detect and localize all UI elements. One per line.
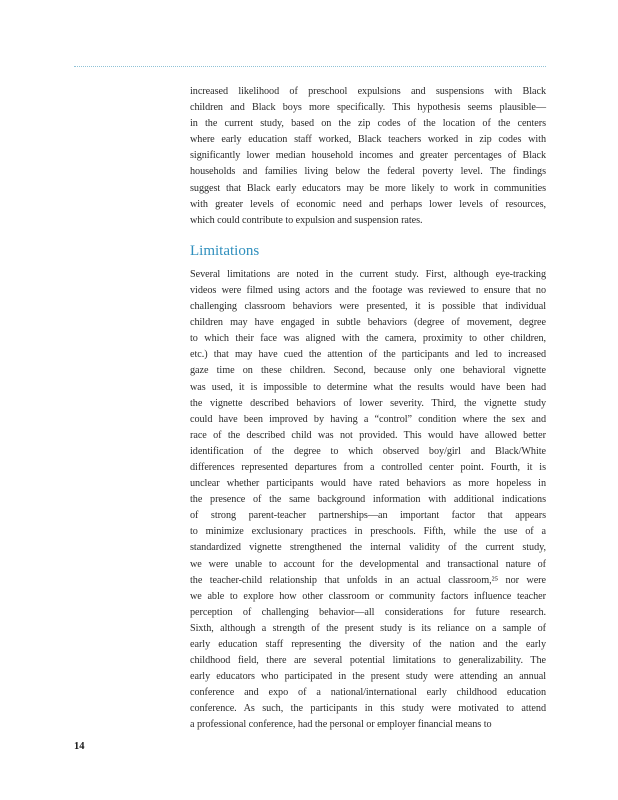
text-line: children and Black boys more specifically. This hypothesis seems plausible— bbox=[190, 102, 546, 114]
paragraph-intro bbox=[190, 84, 546, 229]
text-line: a professional conference, had the personal or employer financial means to bbox=[190, 719, 492, 731]
text-line: perception of challenging behavior—all considerations for future research. bbox=[190, 606, 546, 618]
text-line: conference and expo of a national/international early childhood education bbox=[190, 687, 546, 699]
text-line: of strong parent-teacher partnerships—an important factor that appears bbox=[190, 510, 546, 522]
text-line: unclear whether participants would have rated behaviors as more hopeless in bbox=[190, 478, 546, 490]
text-line: we were unable to account for the developmental and transactional nature of bbox=[190, 558, 546, 570]
text-line: videos were filmed using actors and the footage was reviewed to ensure that no bbox=[190, 284, 546, 296]
text-line: could have been improved by having a “control” condition where the sex and bbox=[190, 413, 546, 425]
text-line: the teacher-child relationship that unfolds in an actual classroom,²⁵ nor were bbox=[190, 574, 546, 586]
text-line: children may have engaged in subtle behaviors (degree of movement, degree bbox=[190, 317, 546, 329]
header-dotted-rule bbox=[74, 66, 546, 67]
text-line: challenging classroom behaviors were presented, it is possible that individual bbox=[190, 301, 546, 313]
text-line: early educators who participated in the present study were attending an annual bbox=[190, 671, 546, 683]
text-line: race of the described child was not provided. This would have allowed better bbox=[190, 429, 546, 441]
text-line: in the current study, based on the zip codes of the location of the centers bbox=[190, 118, 546, 130]
text-line: significantly lower median household incomes and greater percentages of Black bbox=[190, 150, 546, 162]
text-line: early education staff representing the diversity of the nation and the early bbox=[190, 639, 546, 650]
paragraph-limitations bbox=[190, 267, 546, 734]
text-line: was used, it is impossible to determine what the results would have been had bbox=[190, 381, 546, 393]
text-line: the vignette described behaviors of lower severity. Third, the vignette study bbox=[190, 397, 546, 409]
text-line: suggest that Black early educators may be more likely to work in communities bbox=[190, 182, 546, 194]
text-line: the presence of the same background information with additional indications bbox=[190, 494, 546, 506]
text-line: households and families living below the federal poverty level. The findings bbox=[190, 166, 546, 178]
text-line: childhood field, there are several potential limitations to generalizability. The bbox=[190, 655, 546, 667]
page-number: 14 bbox=[74, 741, 85, 752]
text-line: where early education staff worked, Black teachers worked in zip codes with bbox=[190, 134, 546, 146]
text-line: to which their face was aligned with the camera, proximity to other children, bbox=[190, 333, 546, 345]
text-line: Sixth, although a strength of the present study is its reliance on a sample of bbox=[190, 622, 546, 634]
text-line: we able to explore how other classroom or community factors influence teacher bbox=[190, 590, 546, 602]
text-column bbox=[190, 84, 546, 734]
text-line: conference. As such, the participants in this study were motivated to attend bbox=[190, 703, 546, 715]
text-line: with greater levels of economic need and perhaps lower levels of resources, bbox=[190, 198, 546, 210]
text-line: differences represented departures from a controlled center point. Fourth, it is bbox=[190, 461, 546, 473]
text-line: gaze time on these children. Second, because only one behavioral vignette bbox=[190, 365, 546, 377]
section-heading-limitations: Limitations bbox=[190, 242, 260, 259]
text-line: identification of the degree to which observed boy/girl and Black/White bbox=[190, 445, 546, 457]
text-line: Several limitations are noted in the current study. First, although eye-tracking bbox=[190, 268, 546, 280]
text-line: increased likelihood of preschool expulsions and suspensions with Black bbox=[190, 86, 546, 97]
text-line: which could contribute to expulsion and suspension rates. bbox=[190, 214, 423, 226]
text-line: standardized vignette strengthened the internal validity of the current study, bbox=[190, 542, 546, 554]
text-line: etc.) that may have cued the attention of the participants and led to increased bbox=[190, 349, 546, 361]
text-line: to minimize exclusionary practices in preschools. Fifth, while the use of a bbox=[190, 526, 546, 538]
